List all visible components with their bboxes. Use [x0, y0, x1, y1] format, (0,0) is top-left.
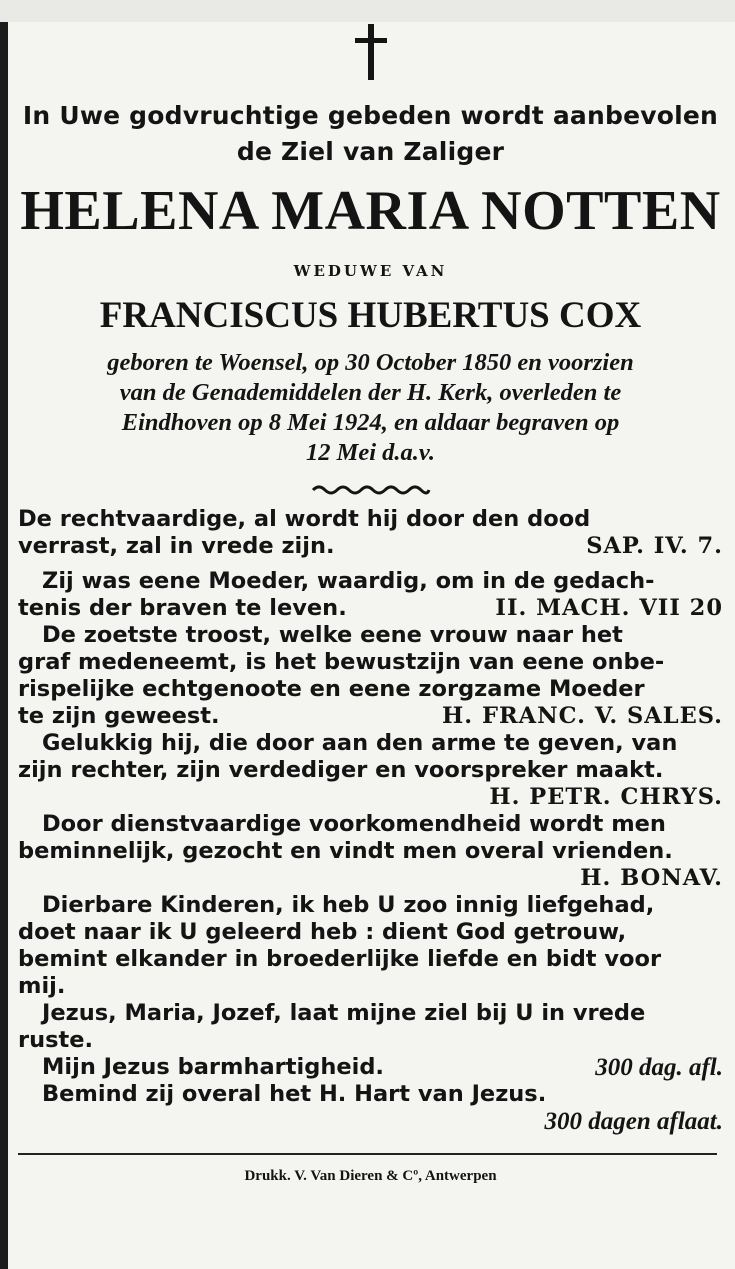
footer-divider	[18, 1153, 717, 1155]
quote-line: tenis der braven te leven.	[18, 595, 347, 621]
quote-line: doet naar ik U geleerd heb : dient God getrouw,	[18, 919, 627, 945]
intro-text	[18, 98, 723, 170]
prayer-2	[18, 1054, 723, 1081]
cross-icon	[351, 22, 391, 82]
biography	[18, 348, 723, 468]
indulgence-label: 300 dag. afl.	[595, 1054, 723, 1081]
quote-line: Door dienstvaardige voorkomendheid wordt men	[42, 811, 666, 837]
bio-line-2: van de Genademiddelen der H. Kerk, overleden te	[119, 379, 622, 406]
quote-line: De zoetste troost, welke eene vrouw naar het	[42, 622, 623, 648]
quote-source: H. BONAV.	[580, 865, 723, 891]
spouse-name: FRANCISCUS HUBERTUS COX	[99, 295, 642, 336]
quote-line: rispelijke echtgenoote en eene zorgzame Moeder	[18, 676, 645, 702]
quote-4	[18, 730, 723, 811]
bio-line-3: Eindhoven op 8 Mei 1924, en aldaar begraven op	[121, 409, 620, 436]
bio-line-4: 12 Mei d.a.v.	[305, 439, 436, 466]
intro-line-2: de Ziel van Zaliger	[236, 137, 505, 166]
intro-line-1: In Uwe godvruchtige gebeden wordt aanbevolen	[22, 101, 719, 130]
prayer-1	[18, 1000, 723, 1054]
quote-line: Gelukkig hij, die door aan den arme te geven, van	[42, 730, 678, 756]
quote-source: H. PETR. CHRYS.	[489, 784, 723, 810]
quote-line: verrast, zal in vrede zijn.	[18, 533, 335, 559]
quote-line: Dierbare Kinderen, ik heb U zoo innig liefgehad,	[42, 892, 655, 918]
quote-line: zijn rechter, zijn verdediger en voorspreker maakt.	[18, 757, 664, 783]
quote-5	[18, 811, 723, 892]
quote-source: H. FRANC. V. SALES.	[442, 703, 723, 729]
quote-source: SAP. IV. 7.	[586, 533, 723, 559]
quote-line: Zij was eene Moeder, waardig, om in de gedach-	[42, 568, 655, 594]
printer-credit: Drukk. V. Van Dieren & Cº, Antwerpen	[244, 1168, 497, 1184]
quote-2	[18, 568, 723, 622]
prayer-line: Bemind zij overal het H. Hart van Jezus.	[42, 1081, 547, 1107]
prayer-line: ruste.	[18, 1027, 94, 1053]
quotes-section	[18, 506, 723, 1135]
prayer-line: Mijn Jezus barmhartigheid.	[42, 1054, 384, 1080]
ornament-divider	[311, 482, 431, 496]
prayer-3	[18, 1081, 723, 1135]
quote-3	[18, 622, 723, 730]
prayer-line: Jezus, Maria, Jozef, laat mijne ziel bij U in vrede	[42, 1000, 646, 1026]
indulgence-label: 300 dagen aflaat.	[544, 1108, 723, 1135]
quote-line: te zijn geweest.	[18, 703, 220, 729]
quote-line: De rechtvaardige, al wordt hij door den dood	[18, 506, 591, 532]
quote-line: graf medeneemt, is het bewustzijn van eene onbe-	[18, 649, 665, 675]
quote-1	[18, 506, 723, 560]
memorial-card	[0, 22, 735, 1269]
quote-line: bemint elkander in broederlijke liefde en bidt voor	[18, 946, 662, 972]
quote-6	[18, 892, 723, 1000]
quote-line: beminnelijk, gezocht en vindt men overal vrienden.	[18, 838, 673, 864]
scan-edge	[0, 22, 8, 1269]
quote-source: II. MACH. VII 20	[495, 595, 723, 621]
deceased-name: HELENA MARIA NOTTEN	[20, 180, 721, 242]
relation-label: WEDUWE VAN	[293, 262, 448, 280]
bio-line-1: geboren te Woensel, op 30 October 1850 en voorzien	[107, 349, 634, 376]
quote-line: mij.	[18, 973, 66, 999]
